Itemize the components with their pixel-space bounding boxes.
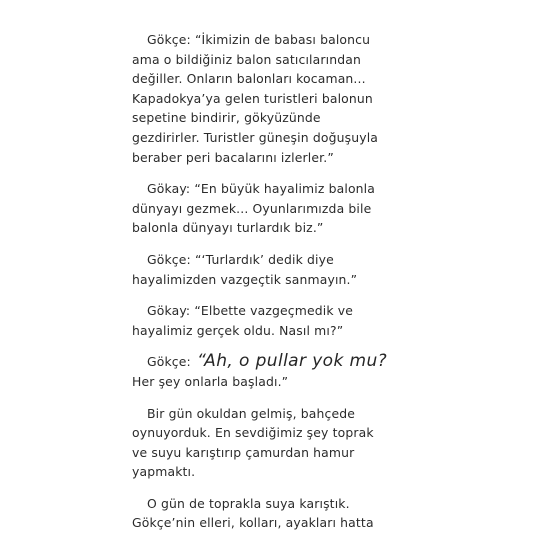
text-line: Kapadokya’ya gelen turistleri balonun bbox=[132, 90, 373, 106]
text-line-mixed bbox=[132, 352, 432, 372]
text-line: beraber peri bacalarını izlerler.” bbox=[132, 149, 334, 165]
text-line: ama o bildiğiniz balon satıcılarından bbox=[132, 51, 361, 67]
text-line: ve suyu karıştırıp çamurdan hamur bbox=[132, 444, 355, 460]
paragraph-7 bbox=[132, 494, 432, 533]
text-line: yapmaktı. bbox=[132, 464, 196, 480]
paragraph-6 bbox=[132, 404, 432, 482]
text-line: değiller. Onların balonları kocaman... bbox=[132, 71, 366, 87]
paragraph-2 bbox=[132, 179, 432, 238]
paragraph-1 bbox=[132, 30, 432, 167]
text-line: Gökçe: “İkimizin de babası baloncu bbox=[147, 32, 371, 47]
story-text bbox=[132, 30, 432, 545]
text-line: hayalimiz gerçek oldu. Nasıl mı?” bbox=[132, 322, 344, 338]
text-line: Gökay: “En büyük hayalimiz balonla bbox=[147, 181, 376, 197]
paragraph-3 bbox=[132, 250, 432, 289]
text-line: Her şey onlarla başladı.” bbox=[132, 373, 289, 389]
text-line: Gökçe’nin elleri, kolları, ayakları hatta bbox=[132, 515, 374, 531]
handwritten-quote: “Ah, o pullar yok mu? bbox=[196, 351, 388, 372]
text-line: Gökçe: “‘Turlardık’ dedik diye bbox=[147, 251, 334, 267]
text-line: O gün de toprakla suya karıştık. bbox=[147, 495, 350, 511]
speaker-label: Gökçe: bbox=[147, 354, 191, 370]
text-line: sepetine bindirir, gökyüzünde bbox=[132, 110, 321, 126]
text-line: gezdirirler. Turistler güneşin doğuşuyla bbox=[132, 129, 379, 145]
text-line: balonla dünyayı turlardık biz.” bbox=[132, 220, 324, 236]
paragraph-4 bbox=[132, 301, 432, 340]
text-line: hayalimizden vazgeçtik sanmayın.” bbox=[132, 271, 358, 287]
text-line: Gökay: “Elbette vazgeçmedik ve bbox=[147, 303, 354, 319]
text-line: oynuyorduk. En sevdiğimiz şey toprak bbox=[132, 425, 374, 441]
paragraph-5 bbox=[132, 352, 432, 391]
text-line: dünyayı gezmek... Oyunlarımızda bile bbox=[132, 200, 372, 216]
text-line: Bir gün okuldan gelmiş, bahçede bbox=[147, 405, 356, 421]
